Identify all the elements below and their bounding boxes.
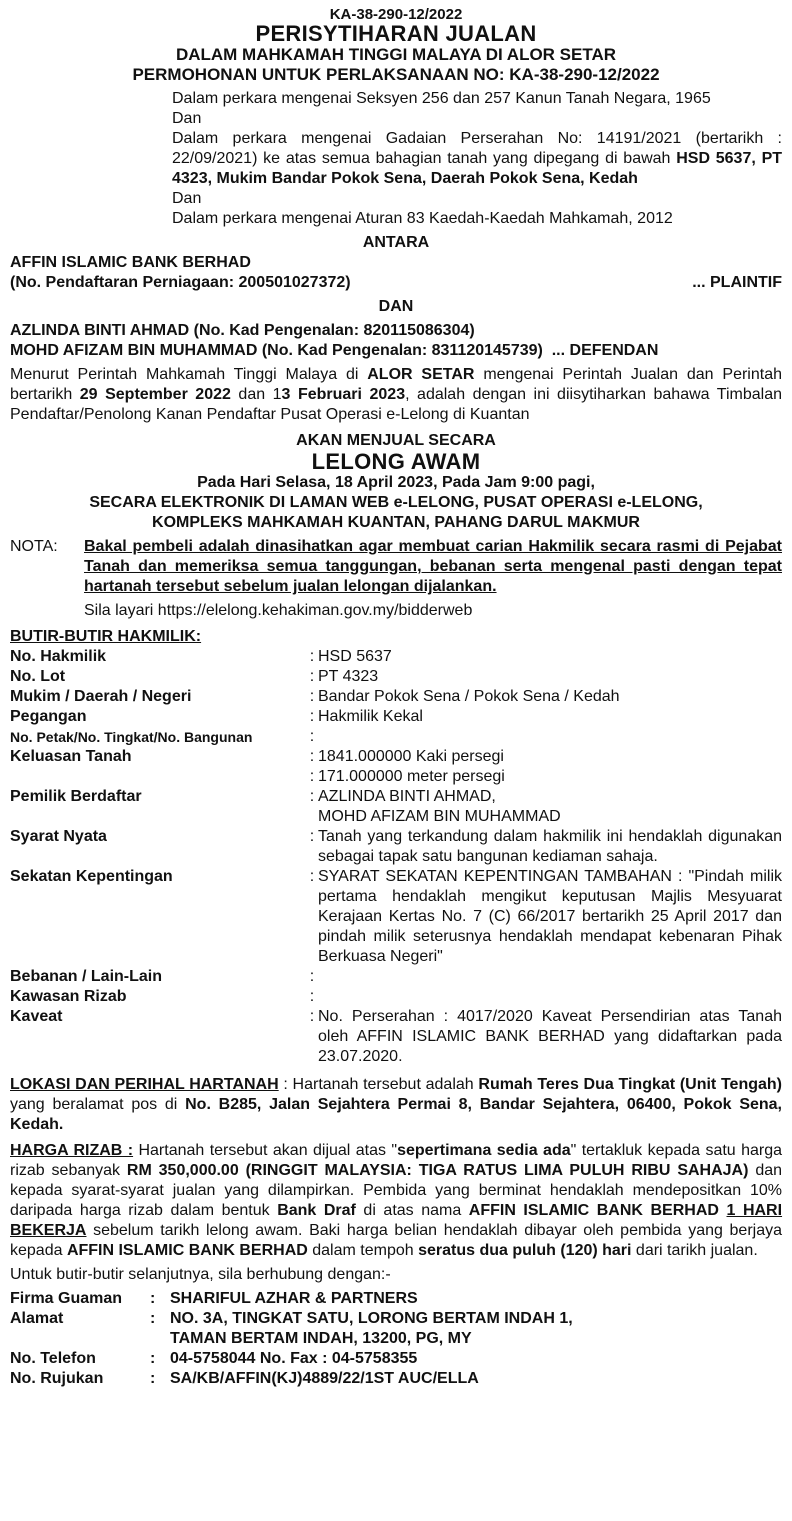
title-detail-key: Bebanan / Lain-Lain bbox=[10, 968, 163, 985]
contact-table bbox=[10, 1289, 782, 1389]
contact-key bbox=[10, 1329, 150, 1349]
auction-date: Pada Hari Selasa, 18 April 2023, Pada Jam 9:00 pagi, bbox=[197, 474, 595, 491]
title-detail-separator: : bbox=[309, 1008, 315, 1025]
title-detail-value: 1841.000000 Kaki persegi bbox=[318, 748, 504, 765]
title-detail-value: AZLINDA BINTI AHMAD, bbox=[318, 788, 496, 805]
title-detail-separator: : bbox=[309, 668, 315, 685]
reserve-price-paragraph: HARGA RIZAB : Hartanah tersebut akan dijual atas "sepertimana sedia ada" tertakluk kepada satu harga rizab sebanyak RM 350,000.00 (RINGGIT MALAYSIA: TIGA RATUS LIMA PULUH RIBU SAHAJA) dan kepada syarat-syarat jualan yang dilampirkan. Pembida yang berminat hendaklah mendepositkan 10% daripada harga rizab dalam bentuk Bank Draf di atas nama AFFIN ISLAMIC BANK BERHAD 1 HARI BEKERJA sebelum tarikh lelong awam. Baki harga belian hendaklah dibayar oleh pembida yang berjaya kepada AFFIN ISLAMIC BANK BERHAD dalam tempoh seratus dua puluh (120) hari dari tarikh jualan. bbox=[10, 1142, 783, 1259]
court-name: DALAM MAHKAMAH TINGGI MALAYA DI ALOR SETAR bbox=[175, 45, 617, 64]
contact-row bbox=[10, 1369, 782, 1389]
title-detail-key bbox=[10, 767, 306, 787]
antara-label: ANTARA bbox=[362, 234, 430, 251]
title-detail-row bbox=[10, 827, 782, 867]
title-detail-value bbox=[318, 967, 782, 987]
title-detail-separator: : bbox=[309, 988, 315, 1005]
title-detail-row bbox=[10, 807, 782, 827]
title-detail-value: SYARAT SEKATAN KEPENTINGAN TAMBAHAN : "Pindah milik pertama hendaklah mengikut keputusan Majlis Mesyuarat Kerajaan Kertas No. 7 (C) 66/2017 bertarikh 25 April 2017 dan pindah milik seterusnya hendaklah mendapat kebenaran Pihak Berkuasa Negeri" bbox=[318, 868, 782, 965]
title-detail-key: Pemilik Berdaftar bbox=[10, 788, 142, 805]
title-detail-row bbox=[10, 727, 782, 747]
title-detail-key: Kaveat bbox=[10, 1008, 63, 1025]
title-detail-separator: : bbox=[309, 868, 315, 885]
title-detail-value: PT 4323 bbox=[318, 668, 379, 685]
matter-and: Dan bbox=[172, 110, 202, 127]
title-detail-separator: : bbox=[309, 708, 315, 725]
title-detail-row bbox=[10, 767, 782, 787]
order-paragraph: Menurut Perintah Mahkamah Tinggi Malaya di ALOR SETAR mengenai Perintah Jualan dan Perintah bertarikh 29 September 2022 dan 13 Februari 2023, adalah dengan ini diisytiharkan bahawa Timbalan Pendaftar/Penolong Kanan Pendaftar Pusat Operasi e-Lelong di Kuantan bbox=[10, 366, 783, 423]
title-detail-value bbox=[318, 727, 782, 747]
contact-row bbox=[10, 1309, 782, 1329]
title-detail-separator: : bbox=[309, 748, 315, 765]
contact-row bbox=[10, 1289, 782, 1309]
matter-3: Dalam perkara mengenai Aturan 83 Kaedah-Kaedah Mahkamah, 2012 bbox=[172, 210, 673, 227]
title-detail-value: Hakmilik Kekal bbox=[318, 708, 423, 725]
contact-separator: : bbox=[150, 1350, 156, 1367]
plaintiff-name: AFFIN ISLAMIC BANK BERHAD bbox=[10, 254, 251, 271]
auction-venue-1: SECARA ELEKTRONIK DI LAMAN WEB e-LELONG, PUSAT OPERASI e-LELONG, bbox=[89, 494, 703, 511]
contact-key: No. Telefon bbox=[10, 1350, 96, 1367]
title-detail-separator: : bbox=[309, 688, 315, 705]
matter-2: Dalam perkara mengenai Gadaian Perserahan No: 14191/2021 (bertarikh : 22/09/2021) ke atas semua bahagian tanah yang dipegang di bawah HSD 5637, PT 4323, Mukim Bandar Pokok Sena, Daerah Pokok Sena, Kedah bbox=[172, 130, 783, 187]
defendant-2-row: MOHD AFIZAM BIN MUHAMMAD (No. Kad Pengenalan: 831120145739) ... DEFENDAN bbox=[10, 342, 659, 359]
title-detail-key: No. Hakmilik bbox=[10, 648, 107, 665]
title-detail-key: Kawasan Rizab bbox=[10, 988, 127, 1005]
contact-value: SA/KB/AFFIN(KJ)4889/22/1ST AUC/ELLA bbox=[170, 1370, 479, 1387]
location-label: LOKASI DAN PERIHAL HARTANAH bbox=[10, 1076, 279, 1093]
reserve-price-label: HARGA RIZAB : bbox=[10, 1142, 134, 1159]
contact-separator: : bbox=[150, 1290, 156, 1307]
auction-venue-2: KOMPLEKS MAHKAMAH KUANTAN, PAHANG DARUL MAKMUR bbox=[152, 514, 640, 531]
title-detail-separator: : bbox=[309, 828, 315, 845]
title-detail-row bbox=[10, 687, 782, 707]
title-detail-value: Bandar Pokok Sena / Pokok Sena / Kedah bbox=[318, 688, 620, 705]
title-detail-row bbox=[10, 967, 782, 987]
notice-title: PERISYTIHARAN JUALAN bbox=[255, 21, 537, 46]
reference-number: KA-38-290-12/2022 bbox=[329, 6, 463, 23]
title-detail-row bbox=[10, 647, 782, 667]
contact-value: SHARIFUL AZHAR & PARTNERS bbox=[170, 1290, 418, 1307]
title-detail-separator bbox=[306, 807, 318, 827]
title-detail-row bbox=[10, 747, 782, 767]
defendant-1: AZLINDA BINTI AHMAD (No. Kad Pengenalan: 820115086304) bbox=[10, 322, 475, 339]
title-detail-value: HSD 5637 bbox=[318, 648, 392, 665]
title-detail-value: Tanah yang terkandung dalam hakmilik ini hendaklah digunakan sebagai tapak satu bangunan kediaman sahaja. bbox=[318, 828, 782, 865]
title-detail-separator: : bbox=[309, 788, 315, 805]
application-number: PERMOHONAN UNTUK PERLAKSANAAN NO: KA-38-290-12/2022 bbox=[132, 65, 660, 84]
reserve-price-amount: RM 350,000.00 (RINGGIT MALAYSIA: TIGA RATUS LIMA PULUH RIBU SAHAJA) bbox=[126, 1162, 749, 1179]
title-detail-key: Pegangan bbox=[10, 708, 87, 725]
title-detail-value: MOHD AFIZAM BIN MUHAMMAD bbox=[318, 808, 561, 825]
title-detail-value bbox=[318, 987, 782, 1007]
contact-value: NO. 3A, TINGKAT SATU, LORONG BERTAM INDAH 1, bbox=[170, 1310, 573, 1327]
title-detail-key: Sekatan Kepentingan bbox=[10, 868, 173, 885]
auction-label: LELONG AWAM bbox=[311, 449, 481, 474]
title-detail-separator: : bbox=[309, 648, 315, 665]
property-title-ref: HSD 5637, PT 4323, Mukim Bandar Pokok Sena, Daerah Pokok Sena, Kedah bbox=[172, 150, 783, 187]
location-paragraph: LOKASI DAN PERIHAL HARTANAH : Hartanah tersebut adalah Rumah Teres Dua Tingkat (Unit Tengah) yang beralamat pos di No. B285, Jalan Sejahtera Permai 8, Bandar Sejahtera, 06400, Pokok Sena, Kedah. bbox=[10, 1076, 783, 1133]
matter-1: Dalam perkara mengenai Seksyen 256 dan 257 Kanun Tanah Negara, 1965 bbox=[172, 90, 711, 107]
title-detail-separator: : bbox=[309, 768, 315, 785]
title-detail-value: No. Perserahan : 4017/2020 Kaveat Persendirian atas Tanah oleh AFFIN ISLAMIC BANK BERHAD yang didaftarkan pada 23.07.2020. bbox=[318, 1008, 782, 1065]
contact-value: TAMAN BERTAM INDAH, 13200, PG, MY bbox=[170, 1330, 472, 1347]
title-detail-key: No. Petak/No. Tingkat/No. Bangunan bbox=[10, 729, 253, 745]
title-details-table bbox=[10, 647, 782, 1067]
title-detail-key: Syarat Nyata bbox=[10, 828, 107, 845]
contact-key: Alamat bbox=[10, 1310, 64, 1327]
contact-key: Firma Guaman bbox=[10, 1290, 123, 1307]
matter-and: Dan bbox=[172, 190, 202, 207]
elelong-url-line: Sila layari https://elelong.kehakiman.gov.my/bidderweb bbox=[84, 602, 473, 619]
nota-block bbox=[10, 537, 782, 597]
nota-text: Bakal pembeli adalah dinasihatkan agar membuat carian Hakmilik secara rasmi di Pejabat Tanah dan memeriksa semua tanggungan, bebanan serta mengenal pasti dengan tepat hartanah tersebut sebelum jualan lelongan dijalankan. bbox=[84, 538, 782, 595]
title-detail-row bbox=[10, 1007, 782, 1067]
title-detail-key: Mukim / Daerah / Negeri bbox=[10, 688, 192, 705]
title-detail-row bbox=[10, 987, 782, 1007]
title-details-heading: BUTIR-BUTIR HAKMILIK: bbox=[10, 628, 202, 645]
contact-row bbox=[10, 1349, 782, 1369]
plaintiff-row bbox=[10, 273, 782, 293]
defendant-role: ... DEFENDAN bbox=[551, 342, 659, 359]
nota-label: NOTA: bbox=[10, 538, 58, 555]
contact-key: No. Rujukan bbox=[10, 1370, 104, 1387]
title-detail-row bbox=[10, 707, 782, 727]
contact-row bbox=[10, 1329, 782, 1349]
contact-separator bbox=[150, 1329, 170, 1349]
contact-separator: : bbox=[150, 1370, 156, 1387]
contact-separator: : bbox=[150, 1310, 156, 1327]
title-detail-value: 171.000000 meter persegi bbox=[318, 768, 505, 785]
title-detail-row bbox=[10, 867, 782, 967]
title-detail-row bbox=[10, 667, 782, 687]
title-detail-separator: : bbox=[309, 728, 315, 745]
title-detail-key bbox=[10, 807, 306, 827]
title-detail-row bbox=[10, 787, 782, 807]
will-sell-label: AKAN MENJUAL SECARA bbox=[296, 432, 496, 449]
plaintiff-role: ... PLAINTIF bbox=[692, 274, 782, 291]
title-detail-key: Keluasan Tanah bbox=[10, 748, 132, 765]
title-detail-separator: : bbox=[309, 968, 315, 985]
contact-value: 04-5758044 No. Fax : 04-5758355 bbox=[170, 1350, 418, 1367]
plaintiff-registration: (No. Pendaftaran Perniagaan: 200501027372) bbox=[10, 274, 351, 291]
dan-label: DAN bbox=[378, 298, 414, 315]
contact-intro: Untuk butir-butir selanjutnya, sila berhubung dengan:- bbox=[10, 1266, 391, 1283]
matters-block bbox=[172, 89, 782, 229]
title-detail-key: No. Lot bbox=[10, 668, 66, 685]
